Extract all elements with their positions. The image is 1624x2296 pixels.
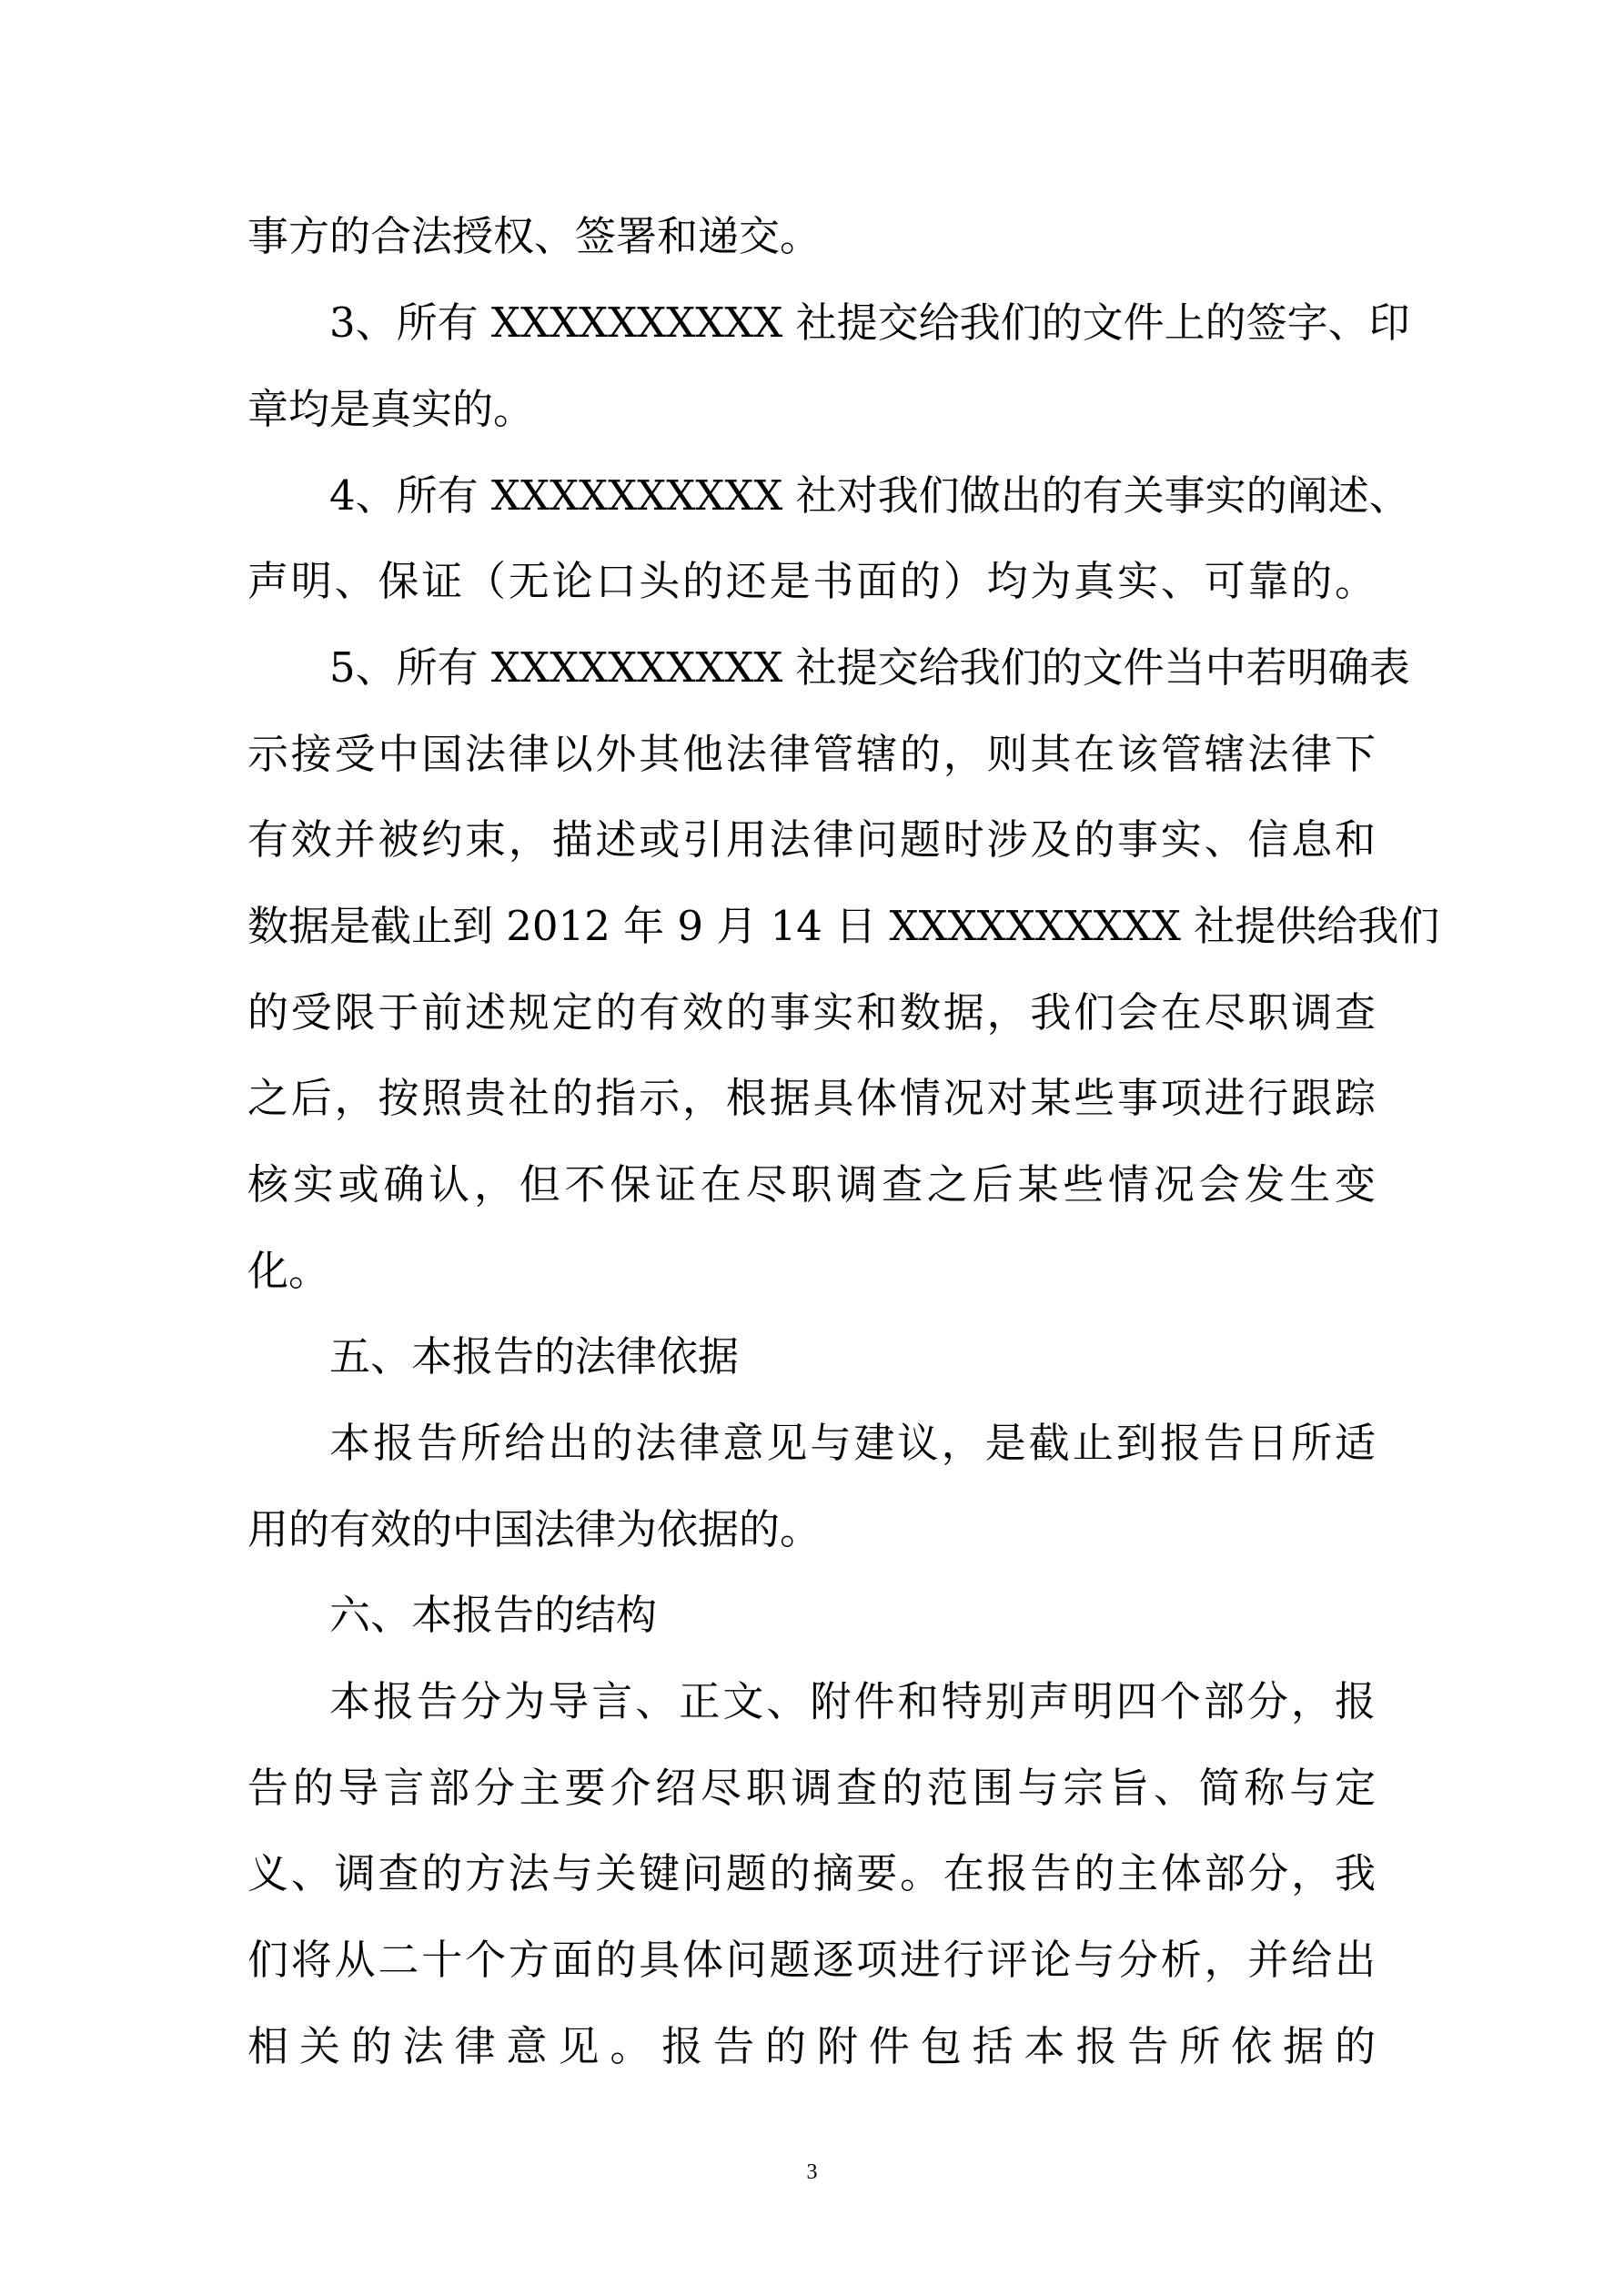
text-line-16: 用的有效的中国法律为依据的。 [247,1505,822,1553]
text-line-20: 义、调查的方法与关键问题的摘要。在报告的主体部分，我 [247,1849,1376,1897]
section-heading-6: 六、本报告的结构 [329,1591,658,1639]
text-line-15: 本报告所给出的法律意见与建议，是截止到报告日所适 [329,1419,1376,1467]
text-line-1: 事方的合法授权、签署和递交。 [247,212,822,260]
text-line-12: 核实或确认，但不保证在尽职调查之后某些情况会发生变 [247,1160,1376,1209]
text-line-4: 4、所有 XXXXXXXXXX 社对我们做出的有关事实的阐述、 [329,471,1410,520]
text-line-3: 章均是真实的。 [247,385,535,433]
text-line-9: 数据是截止到 2012 年 9 月 14 日 XXXXXXXXXX 社提供给我们 [247,902,1440,950]
page-number: 3 [806,2160,818,2184]
section-heading-5: 五、本报告的法律依据 [329,1332,740,1381]
text-line-19: 告的导言部分主要介绍尽职调查的范围与宗旨、简称与定 [247,1764,1376,1812]
text-line-21: 们将从二十个方面的具体问题逐项进行评论与分析，并给出 [247,1936,1376,1984]
text-line-2: 3、所有 XXXXXXXXXX 社提交给我们的文件上的签字、印 [329,298,1410,347]
text-line-5: 声明、保证（无论口头的还是书面的）均为真实、可靠的。 [247,557,1376,605]
text-line-22: 相关的法律意见。报告的附件包括本报告所依据的 [247,2022,1376,2070]
text-line-18: 本报告分为导言、正文、附件和特别声明四个部分，报 [329,1677,1376,1725]
text-line-11: 之后，按照贵社的指示，根据具体情况对某些事项进行跟踪 [247,1074,1376,1122]
text-line-7: 示接受中国法律以外其他法律管辖的，则其在该管辖法律下 [247,730,1376,778]
text-line-8: 有效并被约束，描述或引用法律问题时涉及的事实、信息和 [247,815,1376,864]
text-line-13: 化。 [247,1247,330,1295]
text-line-6: 5、所有 XXXXXXXXXX 社提交给我们的文件当中若明确表 [329,643,1410,692]
text-line-10: 的受限于前述规定的有效的事实和数据，我们会在尽职调查 [247,988,1376,1037]
